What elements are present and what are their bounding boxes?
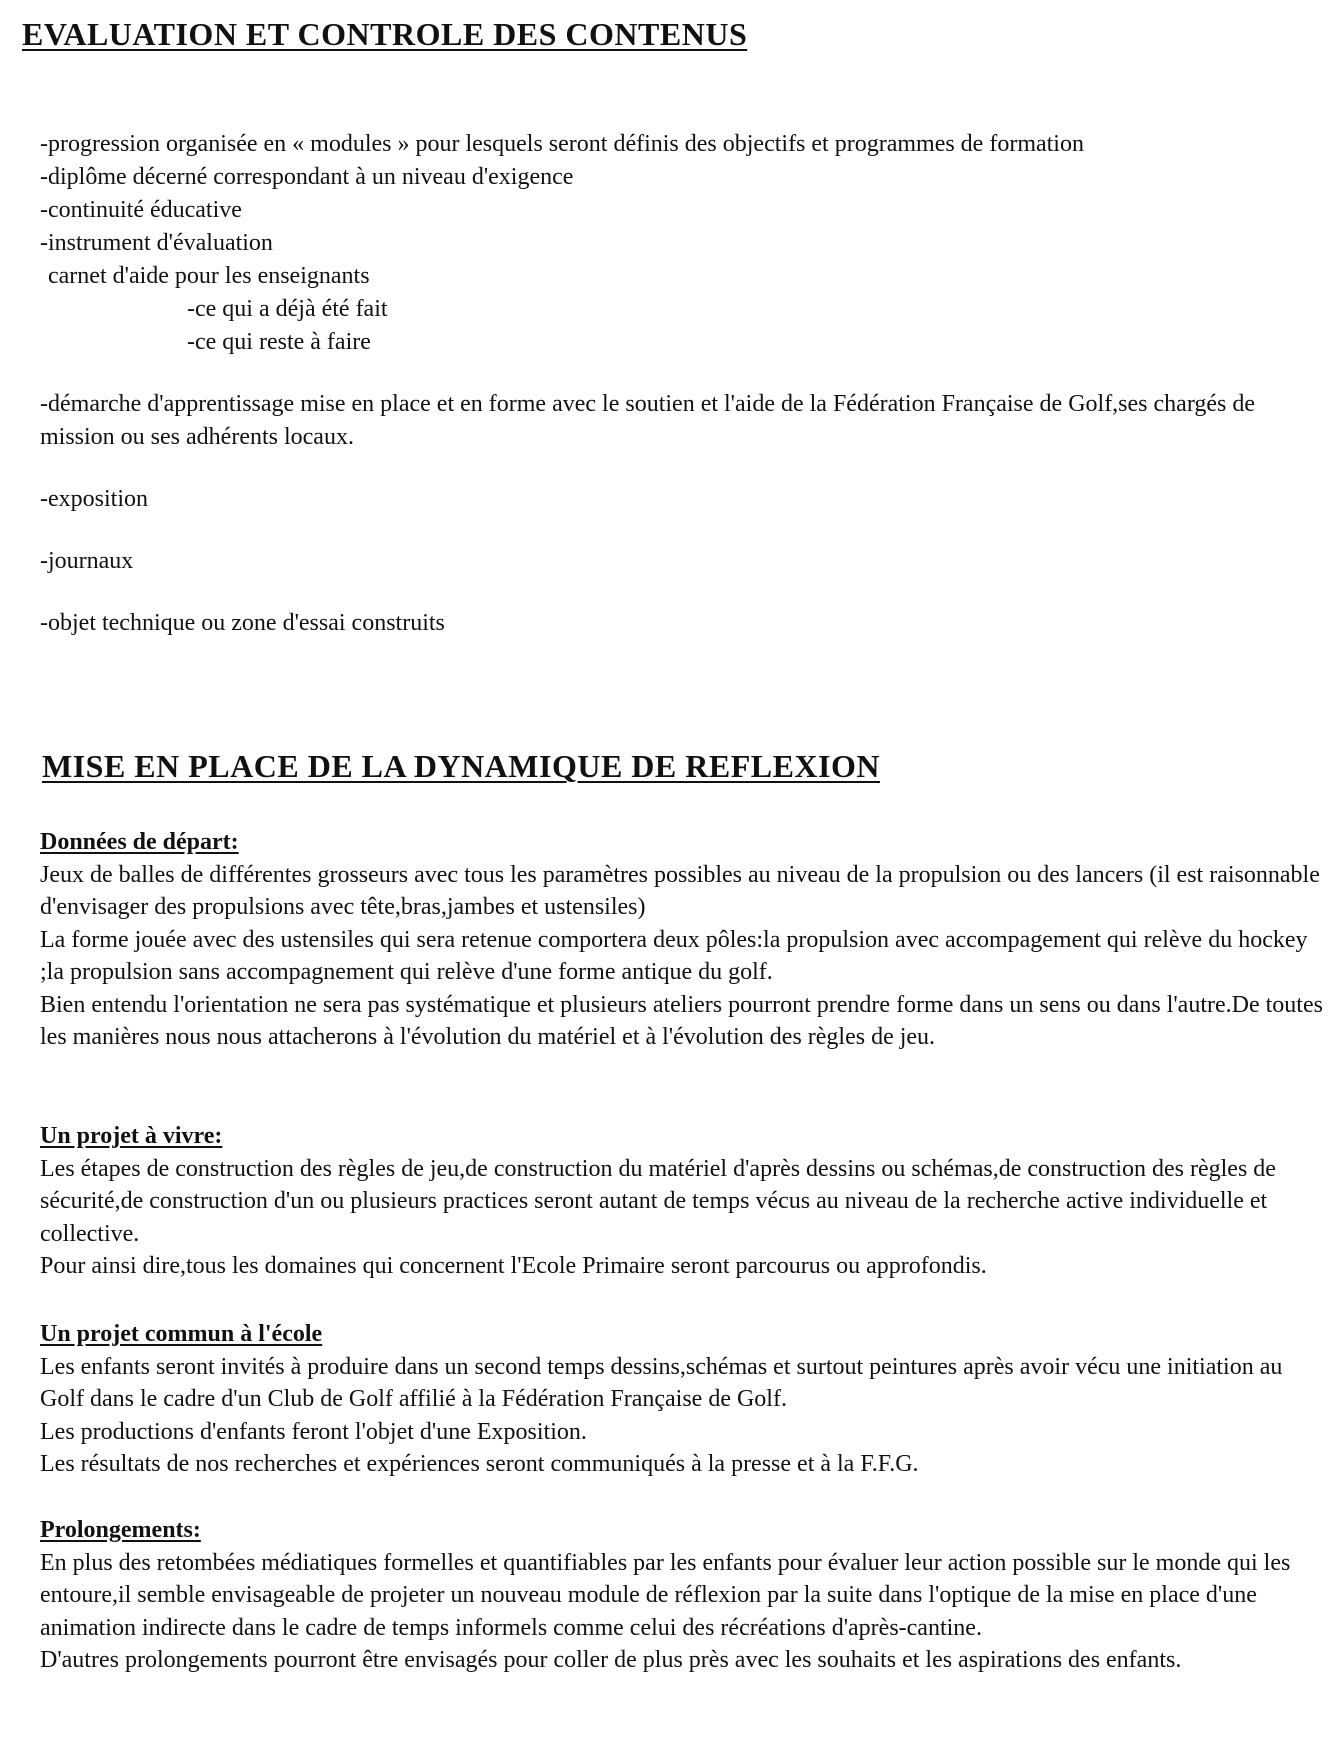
evaluation-list [40, 128, 1330, 640]
list-item: -progression organisée en « modules » pour lesquels seront définis des objectifs et programmes de formation [40, 131, 1084, 157]
list-item: carnet d'aide pour les enseignants [48, 263, 370, 289]
list-item: -continuité éducative [40, 197, 242, 223]
paragraph: Pour ainsi dire,tous les domaines qui concernent l'Ecole Primaire seront parcourus ou approfondis. [40, 1253, 987, 1279]
paragraph: Les étapes de construction des règles de jeu,de construction du matériel d'après dessins ou schémas,de construction des règles de sécurité,de construction d'un ou plusieurs practices seront autant de temps vécus au niveau de la recherche active individuelle et collective. [40, 1155, 1276, 1247]
section-projet-vivre [40, 1120, 1332, 1283]
paragraph: Les résultats de nos recherches et expériences seront communiqués à la presse et à la F.F.G. [40, 1451, 919, 1477]
subheading-projet-vivre: Un projet à vivre: [40, 1123, 223, 1149]
list-item: -journaux [40, 548, 134, 574]
paragraph: Les enfants seront invités à produire dans un second temps dessins,schémas et surtout peintures après avoir vécu une initiation au Golf dans le cadre d'un Club de Golf affilié à la Fédération Française de Golf. [40, 1353, 1283, 1412]
list-item: -exposition [40, 486, 148, 512]
paragraph: La forme jouée avec des ustensiles qui sera retenue comportera deux pôles:la propulsion avec accompagement qui relève du hockey ;la propulsion sans accompagnement qui relève d'une forme antique du golf. [40, 926, 1308, 985]
paragraph: Les productions d'enfants feront l'objet d'une Exposition. [40, 1418, 587, 1445]
paragraph: D'autres prolongements pourront être envisagés pour coller de plus près avec les souhaits et les aspirations des enfants. [40, 1647, 1182, 1673]
list-subitem: -ce qui a déjà été fait [187, 296, 388, 322]
paragraph: Jeux de balles de différentes grosseurs avec tous les paramètres possibles au niveau de la propulsion ou des lancers (il est raisonnable d'envisager des propulsions avec tête,bras,jambes et ustensiles) [40, 861, 1320, 920]
section-prolongements [40, 1514, 1332, 1677]
section-title-evaluation: EVALUATION ET CONTROLE DES CONTENUS [22, 16, 748, 52]
list-item: -diplôme décerné correspondant à un niveau d'exigence [40, 164, 574, 190]
list-subitem: -ce qui reste à faire [187, 329, 371, 355]
paragraph: En plus des retombées médiatiques formelles et quantifiables par les enfants pour évaluer leur action possible sur le monde qui les entoure,il semble envisageable de projeter un nouveau module de réflexion par la suite dans l'optique de la mise en place d'une animation indirecte dans le cadre de temps informels comme celui des récréations d'après-cantine. [40, 1549, 1291, 1641]
list-item: -instrument d'évaluation [40, 230, 273, 256]
subheading-donnees: Données de départ: [40, 829, 239, 855]
section-projet-commun [40, 1318, 1332, 1481]
section-donnees-depart [40, 826, 1332, 1054]
paragraph: Bien entendu l'orientation ne sera pas systématique et plusieurs ateliers pourront prendre forme dans un sens ou dans l'autre.De toutes les manières nous nous attacherons à l'évolution du matériel et à l'évolution des règles de jeu. [40, 991, 1323, 1050]
list-item: -démarche d'apprentissage mise en place et en forme avec le soutien et l'aide de la Fédération Française de Golf,ses chargés de mission ou ses adhérents locaux. [40, 391, 1256, 450]
subheading-prolongements: Prolongements: [40, 1517, 201, 1543]
list-item: -objet technique ou zone d'essai construits [40, 610, 445, 636]
section-title-dynamique: MISE EN PLACE DE LA DYNAMIQUE DE REFLEXION [42, 748, 880, 784]
subheading-projet-commun: Un projet commun à l'école [40, 1321, 323, 1347]
